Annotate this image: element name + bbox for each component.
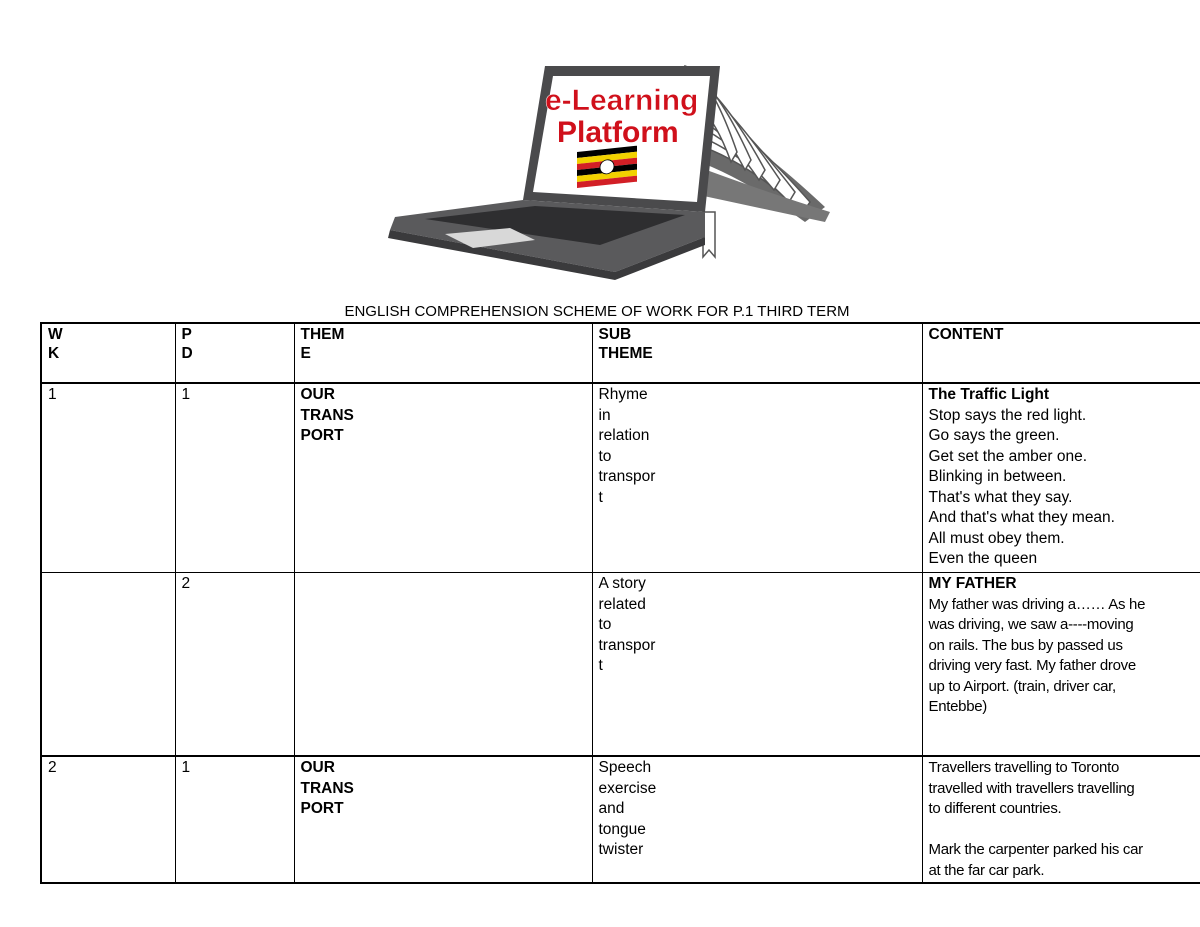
document-title: ENGLISH COMPREHENSION SCHEME OF WORK FOR P.1 THIRD TERM [344, 303, 850, 320]
content-body: My father was driving a…… As he was driving, we saw a----moving on rails. The bus by passed us driving very fast. My father drove up to Airport. (train, driver car, Entebbe) [928, 595, 1146, 715]
cell-theme: OUR TRANS PORT [294, 756, 592, 883]
table-row [41, 383, 1200, 573]
content-body: Travellers travelling to Toronto travelled with travellers travelling to different countries. Mark the carpenter parked his car at the far car park. [928, 759, 1143, 879]
table-header-row [41, 323, 1200, 383]
elearning-platform-logo [385, 62, 835, 282]
cell-content [922, 573, 1200, 757]
logo-line1: e-Learning [545, 84, 699, 117]
header-pd: P D [175, 323, 294, 383]
header-theme: THEM E [294, 323, 592, 383]
cell-pd: 2 [175, 573, 294, 757]
header-content: CONTENT [922, 323, 1200, 383]
cell-subtheme: Speech exercise and tongue twister [592, 756, 922, 883]
uganda-flag-icon [577, 146, 637, 188]
table-row [41, 573, 1200, 757]
cell-wk: 2 [41, 756, 175, 883]
cell-theme: OUR TRANS PORT [294, 383, 592, 573]
content-title: MY FATHER [928, 575, 1017, 592]
header-wk: W K [41, 323, 175, 383]
content-body: Stop says the red light. Go says the green. Get set the amber one. Blinking in between. That's what they say. And that's what they mean. All must obey them. Even the queen [928, 406, 1115, 567]
cell-content [922, 756, 1200, 883]
cell-pd: 1 [175, 756, 294, 883]
cell-subtheme: Rhyme in relation to transpor t [592, 383, 922, 573]
header-subtheme: SUB THEME [592, 323, 922, 383]
cell-theme [294, 573, 592, 757]
content-title: The Traffic Light [928, 386, 1050, 403]
cell-content [922, 383, 1200, 573]
cell-wk [41, 573, 175, 757]
cell-wk: 1 [41, 383, 175, 573]
logo-line2: Platform [557, 116, 679, 149]
cell-subtheme: A story related to transpor t [592, 573, 922, 757]
scheme-of-work-table [40, 322, 1200, 884]
table-row [41, 756, 1200, 883]
cell-pd: 1 [175, 383, 294, 573]
